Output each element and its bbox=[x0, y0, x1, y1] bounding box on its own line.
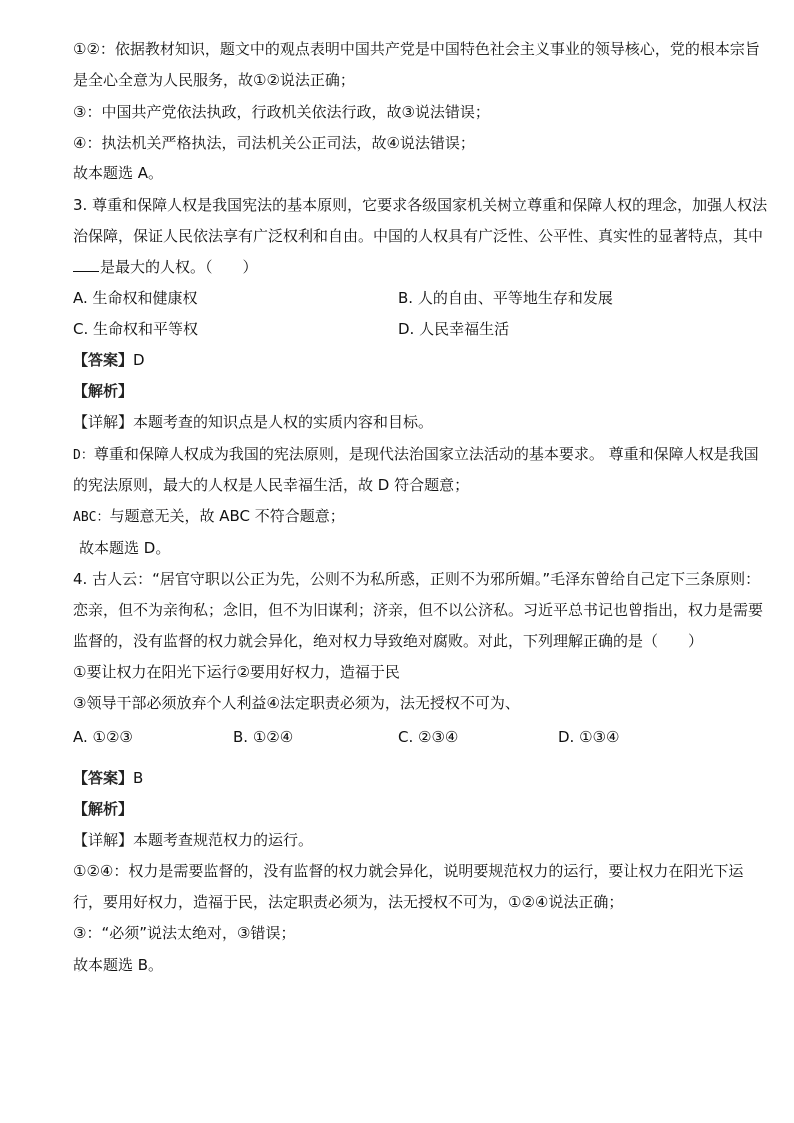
q3-analysis-label bbox=[73, 381, 133, 401]
q2-explanation-line-2: 是全心全意为人民服务，故①②说法正确； bbox=[73, 71, 355, 89]
q3-stem-line-1: 3. 尊重和保障人权是我国宪法的基本原则，它要求各级国家机关树立尊重和保障人权的理念，加强人权法 bbox=[73, 196, 768, 214]
q4-stem-line-1: 4. 古人云：“居官守职以公正为先，公则不为私所惑，正则不为邪所媚。”毛泽东曾给自己定下三条原则： bbox=[73, 570, 761, 588]
q4-stem-line-2: 恋亲，但不为亲徇私；念旧，但不为旧谋利；济亲，但不以公济私。习近平总书记也曾指出，权力是需要 bbox=[73, 601, 764, 619]
q3-explanation-d-line-1 bbox=[73, 444, 759, 466]
q3-answer bbox=[73, 350, 145, 370]
q4-explanation-line-3: ③：“必须”说法太绝对，③错误； bbox=[73, 924, 296, 942]
q2-explanation-line-1: ①②：依据教材知识，题文中的观点表明中国共产党是中国特色社会主义事业的领导核心，党的根本宗旨 bbox=[73, 40, 760, 58]
q3-stem-line-3 bbox=[73, 257, 258, 277]
q3-exp-abc-text: 与题意无关，故 ABC 不符合题意； bbox=[109, 507, 345, 525]
q4-statement-line-1: ①要让权力在阳光下运行②要用好权力，造福于民 bbox=[73, 663, 400, 681]
q3-detail-label: 【详解】 bbox=[73, 413, 134, 431]
q4-analysis-label-text: 【解析】 bbox=[73, 800, 134, 818]
q2-conclusion: 故本题选 A。 bbox=[73, 164, 164, 182]
q3-exp-d-prefix: D： bbox=[73, 448, 94, 463]
q4-option-b: B. ①②④ bbox=[233, 728, 294, 746]
q4-detail-text: 本题考查规范权力的运行。 bbox=[133, 831, 314, 849]
q3-option-c: C. 生命权和平等权 bbox=[73, 320, 199, 338]
q4-detail-label: 【详解】 bbox=[73, 831, 134, 849]
q4-answer-value: B bbox=[133, 769, 144, 787]
q4-answer-label: 【答案】 bbox=[73, 769, 134, 787]
q3-option-b: B. 人的自由、平等地生存和发展 bbox=[398, 289, 613, 307]
q4-analysis-label bbox=[73, 799, 133, 819]
q3-analysis-label-text: 【解析】 bbox=[73, 382, 134, 400]
q3-explanation-d-line-2: 的宪法原则，最大的人权是人民幸福生活，故 D 符合题意； bbox=[73, 476, 470, 494]
q3-stem-line-2: 治保障，保证人民依法享有广泛权利和自由。中国的人权具有广泛性、公平性、真实性的显著特点，其中 bbox=[73, 227, 764, 245]
q4-conclusion: 故本题选 B。 bbox=[73, 956, 164, 974]
q3-option-d: D. 人民幸福生活 bbox=[398, 320, 510, 338]
q3-exp-d-text: 尊重和保障人权成为我国的宪法原则，是现代法治国家立法活动的基本要求。 尊重和保障人权是我国 bbox=[93, 445, 759, 463]
q3-exp-abc-prefix: ABC： bbox=[73, 510, 110, 525]
q3-explanation-abc bbox=[73, 506, 345, 528]
q4-stem-line-3: 监督的，没有监督的权力就会异化，绝对权力导致绝对腐败。对此，下列理解正确的是（ ） bbox=[73, 632, 704, 650]
q2-explanation-line-3: ③：中国共产党依法执政，行政机关依法行政，故③说法错误； bbox=[73, 103, 490, 121]
q3-conclusion: 故本题选 D。 bbox=[79, 539, 171, 557]
q4-option-c: C. ②③④ bbox=[398, 728, 459, 746]
q2-explanation-line-4: ④：执法机关严格执法，司法机关公正司法，故④说法错误； bbox=[73, 134, 475, 152]
q4-detail bbox=[73, 830, 313, 850]
q3-detail bbox=[73, 412, 433, 432]
q4-option-a: A. ①②③ bbox=[73, 728, 133, 746]
q4-statement-line-2: ③领导干部必须放弃个人利益④法定职责必须为，法无授权不可为、 bbox=[73, 694, 520, 712]
q4-answer bbox=[73, 768, 143, 788]
q4-explanation-line-1: ①②④：权力是需要监督的，没有监督的权力就会异化，说明要规范权力的运行，要让权力在阳光下运 bbox=[73, 862, 744, 880]
q3-detail-text: 本题考查的知识点是人权的实质内容和目标。 bbox=[133, 413, 434, 431]
q4-explanation-line-2: 行，要用好权力，造福于民，法定职责必须为，法无授权不可为，①②④说法正确； bbox=[73, 893, 624, 911]
q4-option-d: D. ①③④ bbox=[558, 728, 620, 746]
q3-option-a: A. 生命权和健康权 bbox=[73, 289, 198, 307]
answer-blank bbox=[73, 257, 99, 272]
q3-stem-line-3-text: 是最大的人权。（ ） bbox=[100, 258, 258, 276]
q3-answer-label: 【答案】 bbox=[73, 351, 134, 369]
q3-answer-value: D bbox=[133, 351, 145, 369]
